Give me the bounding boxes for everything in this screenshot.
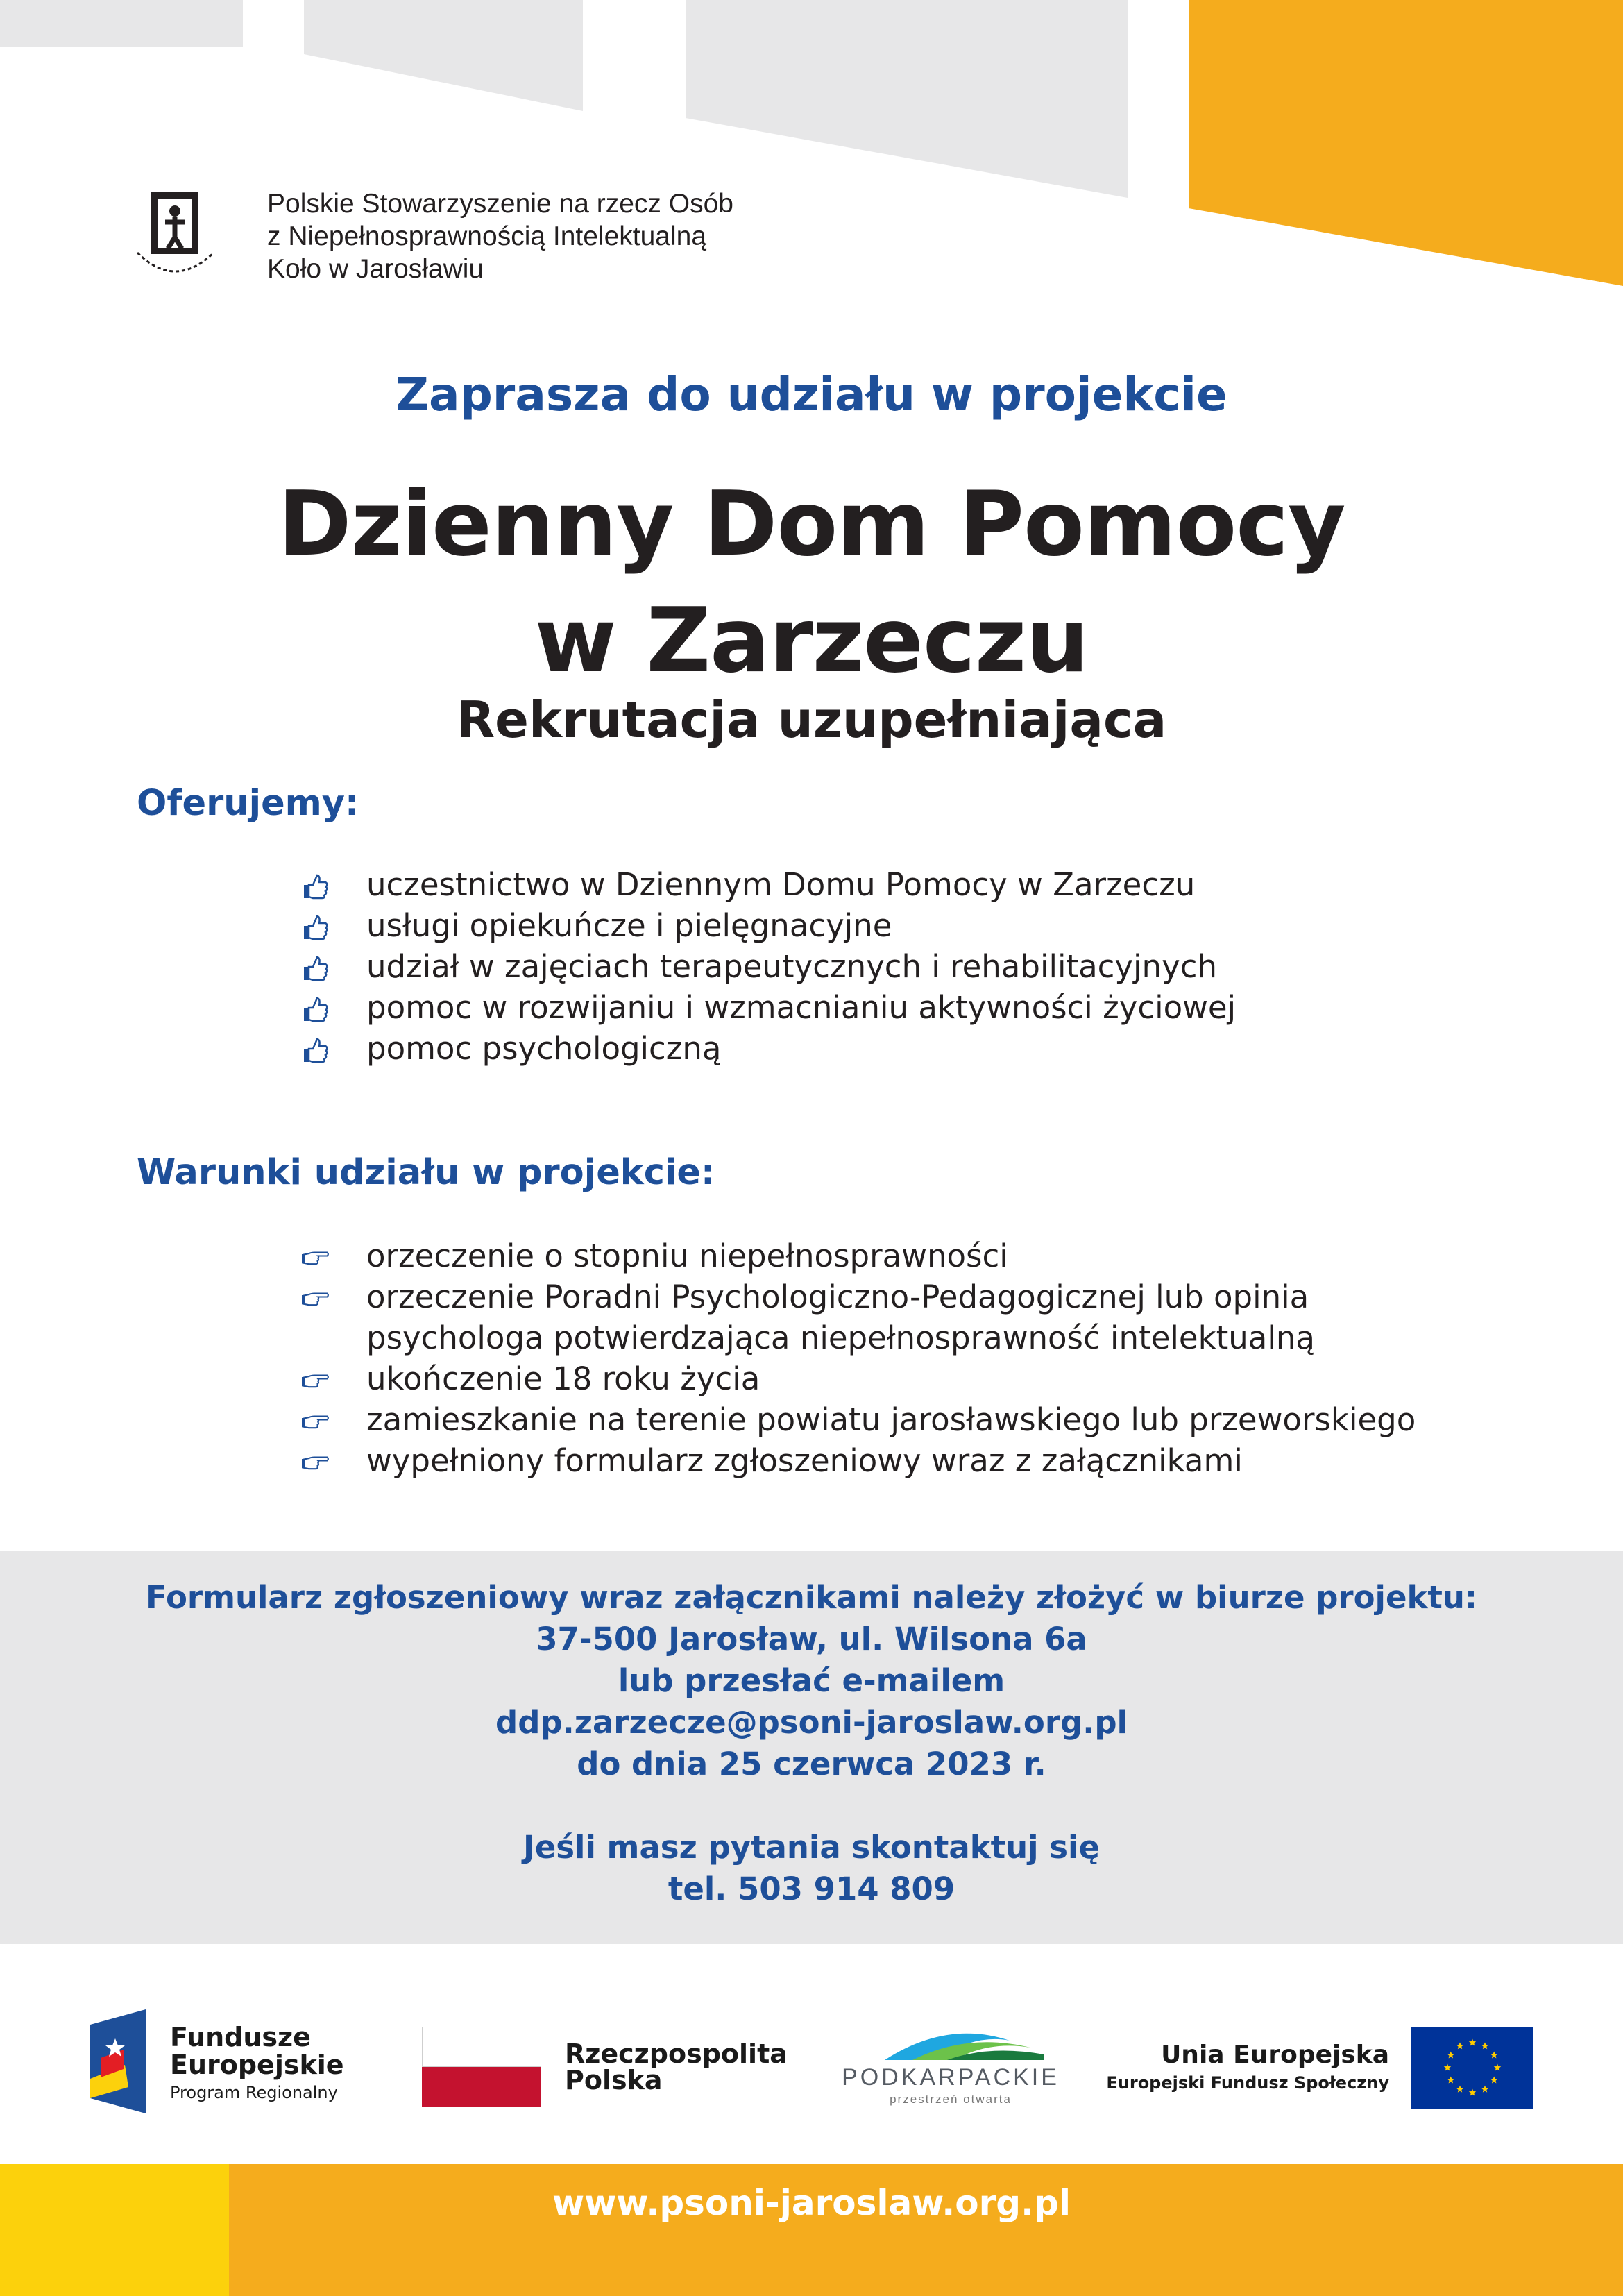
offer-list-item bbox=[302, 987, 1236, 1028]
condition-item-text-line-2: psychologa potwierdzająca niepełnosprawność intelektualną bbox=[366, 1319, 1315, 1356]
conditions-list-item bbox=[302, 1276, 1416, 1358]
condition-item-text-line-1: orzeczenie Poradni Psychologiczno-Pedagogicznej lub opinia bbox=[366, 1278, 1309, 1315]
eu-flag-icon bbox=[1411, 2027, 1533, 2109]
fundusze-europejskie-logo bbox=[90, 2009, 396, 2120]
rzeczpospolita-line-2: Polska bbox=[565, 2065, 663, 2095]
contact-phone: tel. 503 914 809 bbox=[668, 1871, 955, 1907]
gray-panel-middle bbox=[304, 0, 583, 111]
contact-email: ddp.zarzecze@psoni-jaroslaw.org.pl bbox=[495, 1704, 1128, 1741]
organization-name bbox=[267, 187, 733, 285]
organization-name-line-1: Polskie Stowarzyszenie na rzecz Osób bbox=[267, 189, 733, 219]
pointing-hand-icon bbox=[302, 1244, 330, 1272]
conditions-list-item bbox=[302, 1440, 1416, 1481]
deadline-suffix: r. bbox=[1023, 1746, 1046, 1782]
page-title-line-1: Dzienny Dom Pomocy bbox=[278, 473, 1345, 576]
thumbs-up-icon bbox=[302, 913, 330, 941]
rzeczpospolita-polska-logo bbox=[422, 2027, 788, 2110]
offer-list-item bbox=[302, 905, 1236, 946]
organization-name-line-3: Koło w Jarosławiu bbox=[267, 254, 484, 284]
submission-info bbox=[0, 1577, 1623, 1910]
pointing-hand-icon bbox=[302, 1408, 330, 1435]
rzeczpospolita-line-1: Rzeczpospolita bbox=[565, 2038, 788, 2069]
page-title bbox=[0, 466, 1623, 700]
gray-panel-left bbox=[0, 0, 243, 47]
offer-item-text: uczestnictwo w Dziennym Domu Pomocy w Zarzeczu bbox=[366, 866, 1196, 903]
deadline-date: 25 czerwca 2023 bbox=[718, 1746, 1013, 1782]
fundusze-line-1: Fundusze bbox=[170, 2022, 311, 2052]
website-link[interactable]: www.psoni-jaroslaw.org.pl bbox=[552, 2183, 1071, 2223]
offer-list-item bbox=[302, 1028, 1236, 1069]
thumbs-up-icon bbox=[302, 1036, 330, 1064]
condition-item-text: ukończenie 18 roku życia bbox=[366, 1360, 760, 1397]
condition-item-text: zamieszkanie na terenie powiatu jarosławskiego lub przeworskiego bbox=[366, 1401, 1416, 1438]
condition-item-text: wypełniony formularz zgłoszeniowy wraz z załącznikami bbox=[366, 1442, 1243, 1479]
orange-corner bbox=[1189, 0, 1623, 286]
email-instruction: lub przesłać e-mailem bbox=[618, 1662, 1005, 1699]
conditions-heading: Warunki udziału w projekcie: bbox=[137, 1152, 715, 1193]
thumbs-up-icon bbox=[302, 872, 330, 900]
office-address: 37-500 Jarosław, ul. Wilsona 6a bbox=[536, 1621, 1087, 1657]
offer-heading: Oferujemy: bbox=[137, 783, 359, 824]
deadline-prefix: do dnia bbox=[577, 1746, 708, 1782]
thumbs-up-icon bbox=[302, 995, 330, 1023]
offer-item-text: udział w zajęciach terapeutycznych i rehabilitacyjnych bbox=[366, 948, 1217, 985]
offer-item-text: pomoc psychologiczną bbox=[366, 1030, 722, 1067]
pointing-hand-icon bbox=[302, 1285, 330, 1312]
podkarpackie-wave-icon bbox=[836, 2020, 1065, 2061]
pointing-hand-icon bbox=[302, 1449, 330, 1476]
offer-list bbox=[302, 864, 1236, 1069]
conditions-list-item bbox=[302, 1399, 1416, 1440]
offer-item-text: usługi opiekuńcze i pielęgnacyjne bbox=[366, 907, 892, 944]
gray-panel-right bbox=[686, 0, 1128, 198]
conditions-list bbox=[302, 1235, 1416, 1481]
offer-list-item bbox=[302, 946, 1236, 987]
condition-item-text: orzeczenie o stopniu niepełnosprawności bbox=[366, 1238, 1008, 1274]
deadline bbox=[0, 1744, 1623, 1785]
contact-prompt: Jeśli masz pytania skontaktuj się bbox=[522, 1829, 1100, 1866]
podkarpackie-line-2: przestrzeń otwarta bbox=[890, 2093, 1012, 2106]
conditions-list-item bbox=[302, 1235, 1416, 1276]
ue-line-1: Unia Europejska bbox=[1161, 2041, 1389, 2069]
ue-line-2: Europejski Fundusz Społeczny bbox=[1106, 2073, 1389, 2093]
page-subtitle: Rekrutacja uzupełniająca bbox=[456, 691, 1167, 749]
offer-list-item bbox=[302, 864, 1236, 905]
organization-logo bbox=[132, 186, 229, 290]
submission-instructions: Formularz zgłoszeniowy wraz załącznikami należy złożyć w biurze projektu: bbox=[146, 1579, 1477, 1616]
conditions-list-item bbox=[302, 1358, 1416, 1399]
pointing-hand-icon bbox=[302, 1367, 330, 1394]
organization-name-line-2: z Niepełnosprawnością Intelektualną bbox=[267, 221, 707, 251]
fundusze-line-2: Europejskie bbox=[170, 2050, 344, 2080]
invitation-text: Zaprasza do udziału w projekcie bbox=[396, 368, 1227, 421]
thumbs-up-icon bbox=[302, 954, 330, 982]
fundusze-line-3: Program Regionalny bbox=[170, 2083, 338, 2102]
offer-item-text: pomoc w rozwijaniu i wzmacnianiu aktywności życiowej bbox=[366, 989, 1237, 1026]
unia-europejska-logo bbox=[1106, 2027, 1533, 2110]
podkarpackie-line-1: PODKARPACKIE bbox=[842, 2064, 1060, 2091]
polish-flag-icon bbox=[422, 2027, 541, 2107]
page-title-line-2: w Zarzeczu bbox=[534, 589, 1089, 693]
podkarpackie-logo bbox=[836, 2020, 1065, 2110]
